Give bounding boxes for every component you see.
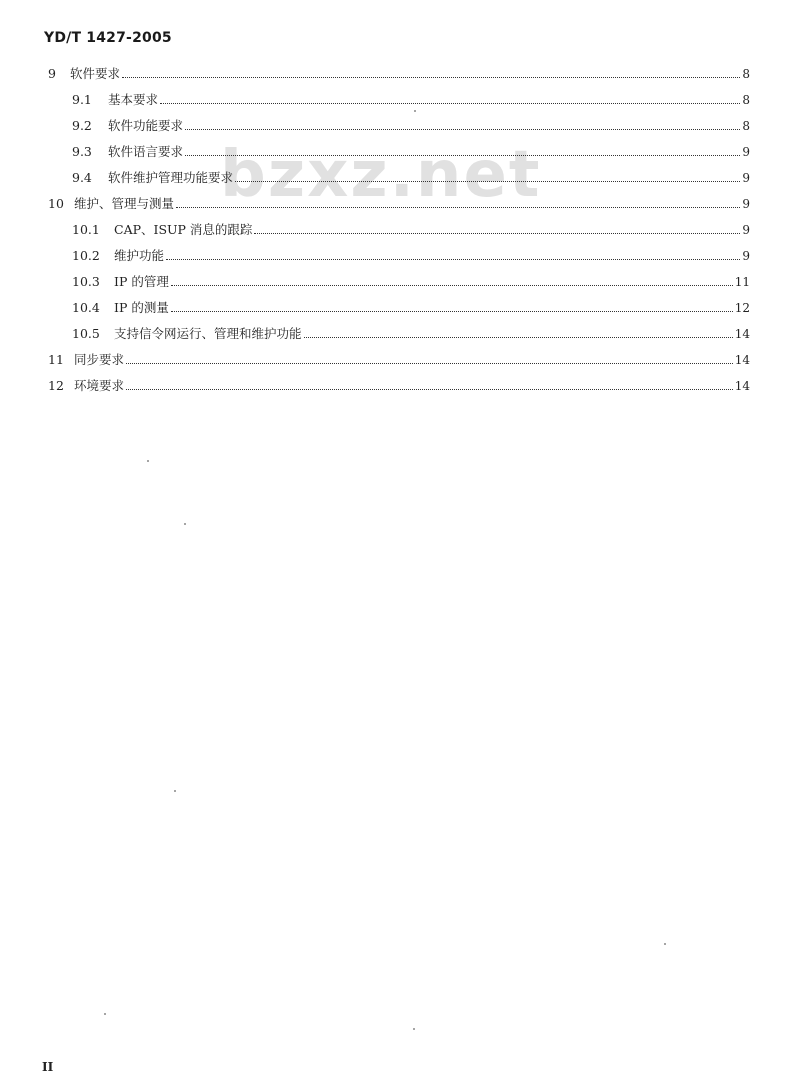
toc-entry-title: 维护、管理与测量 (74, 196, 175, 211)
toc-leader-dots (166, 259, 740, 260)
toc-entry-number: 10.2 (72, 248, 100, 263)
toc-leader-dots (126, 389, 733, 390)
toc-leader-dots (185, 155, 740, 156)
toc-entry-page: 12 (734, 301, 750, 315)
toc-entry-title: IP 的测量 (114, 300, 169, 315)
toc-entry (72, 320, 750, 342)
toc-entry-page: 9 (742, 249, 750, 263)
toc-entry-number: 10.4 (72, 300, 100, 315)
toc-entry-page: 14 (734, 327, 750, 341)
toc-entry (72, 86, 750, 108)
toc-entry-title: 支持信令网运行、管理和维护功能 (114, 326, 302, 341)
toc-entry-page: 11 (734, 275, 750, 289)
toc-entry (48, 190, 750, 212)
toc-entry-title: 软件要求 (70, 66, 121, 81)
toc-entry-page: 9 (742, 223, 750, 237)
toc-entry-number: 12 (48, 378, 64, 393)
watermark: bzxz.net (220, 138, 542, 212)
toc-leader-dots (126, 363, 733, 364)
toc-entry-number: 9.1 (72, 92, 92, 107)
toc-entry-number: 10.5 (72, 326, 100, 341)
toc-entry (72, 242, 750, 264)
toc-entry (72, 112, 750, 134)
toc-leader-dots (235, 181, 740, 182)
toc-entry-page: 9 (742, 171, 750, 185)
scan-speck (147, 460, 149, 462)
toc-entry-number: 9 (48, 66, 56, 81)
toc-entry-title: 软件语言要求 (108, 144, 184, 159)
toc-entry (72, 216, 750, 238)
toc-entry-title: 基本要求 (108, 92, 159, 107)
toc-entry-page: 8 (742, 93, 750, 107)
scan-speck (174, 790, 176, 792)
toc-entry (48, 60, 750, 82)
toc-entry (72, 268, 750, 290)
toc-entry-page: 8 (742, 67, 750, 81)
toc-entry-title: 同步要求 (74, 352, 125, 367)
scan-speck (413, 1028, 415, 1030)
toc-entry (48, 372, 750, 394)
toc-entry-number: 11 (48, 352, 64, 367)
toc-leader-dots (176, 207, 740, 208)
scan-speck (414, 110, 416, 112)
document-id-header: YD/T 1427-2005 (44, 30, 172, 46)
toc-leader-dots (254, 233, 740, 234)
toc-entry (72, 294, 750, 316)
toc-entry-page: 8 (742, 119, 750, 133)
page-number-footer: II (42, 1060, 54, 1074)
toc-leader-dots (171, 311, 733, 312)
toc-leader-dots (185, 129, 740, 130)
toc-entry-title: 维护功能 (114, 248, 165, 263)
toc-entry (72, 164, 750, 186)
toc-entry-page: 14 (734, 353, 750, 367)
toc-entry-number: 9.2 (72, 118, 92, 133)
toc-entry-page: 9 (742, 145, 750, 159)
scan-speck (664, 943, 666, 945)
toc-leader-dots (160, 103, 740, 104)
toc-entry-number: 10.1 (72, 222, 100, 237)
toc-entry-page: 9 (742, 197, 750, 211)
toc-entry-number: 9.4 (72, 170, 92, 185)
scan-speck (184, 523, 186, 525)
scan-speck (104, 1013, 106, 1015)
toc-leader-dots (171, 285, 733, 286)
toc-entry (72, 138, 750, 160)
toc-entry-title: IP 的管理 (114, 274, 169, 289)
toc-entry-title: CAP、ISUP 消息的跟踪 (114, 222, 253, 237)
toc-entry-number: 10 (48, 196, 64, 211)
toc-entry-number: 10.3 (72, 274, 100, 289)
toc-entry-number: 9.3 (72, 144, 92, 159)
toc-entry-title: 软件维护管理功能要求 (108, 170, 234, 185)
toc-leader-dots (122, 77, 740, 78)
toc-leader-dots (304, 337, 733, 338)
toc-entry-page: 14 (734, 379, 750, 393)
toc-entry-title: 环境要求 (74, 378, 125, 393)
toc-entry-title: 软件功能要求 (108, 118, 184, 133)
toc-entry (48, 346, 750, 368)
